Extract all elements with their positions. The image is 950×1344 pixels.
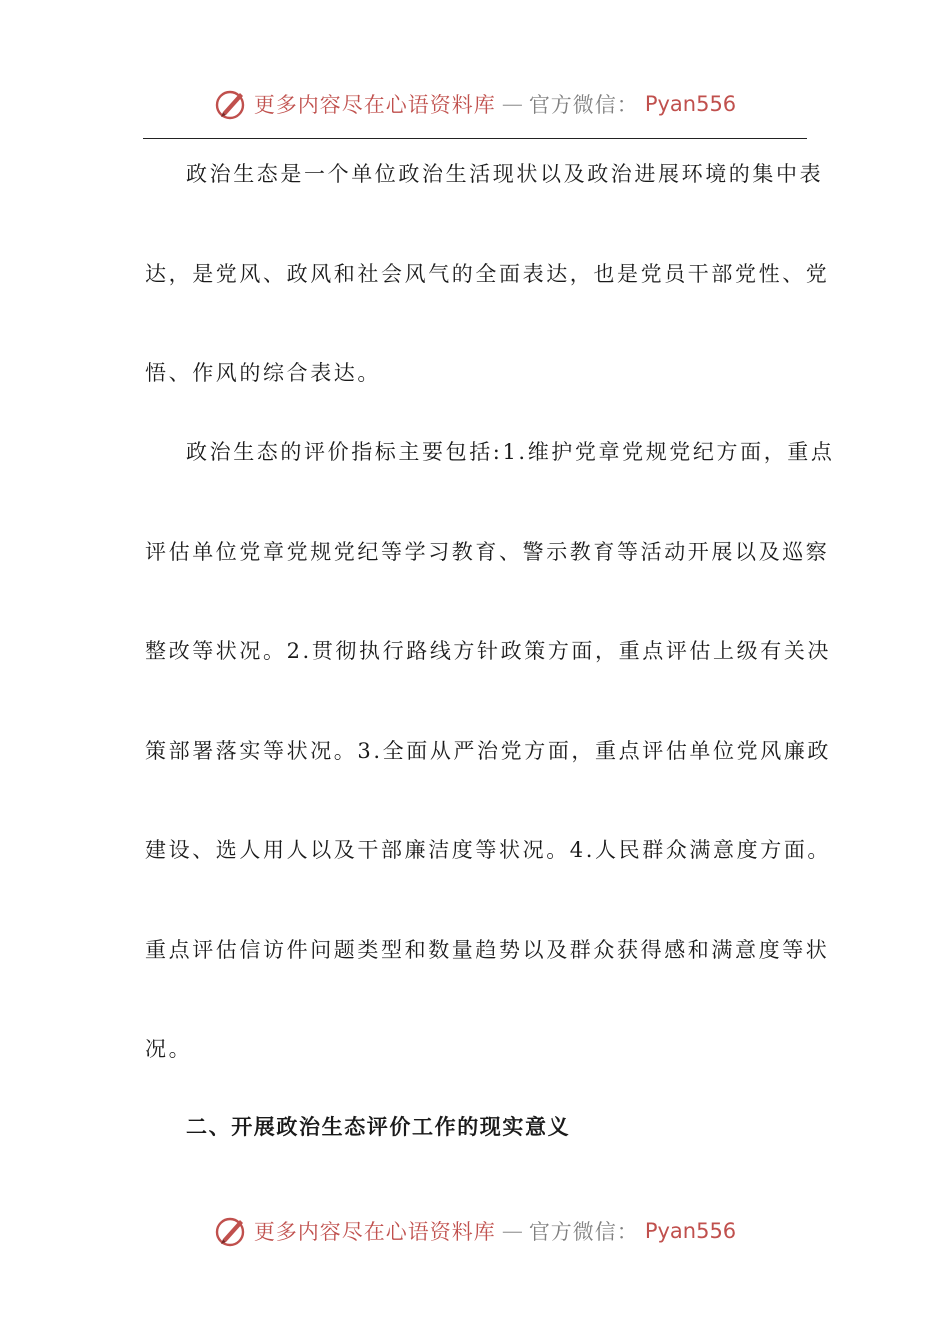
paragraph-line: 悟、作风的综合表达。 xyxy=(145,361,381,385)
paragraph-line: 建设、选人用人以及干部廉洁度等状况。4.人民群众满意度方面。 xyxy=(145,838,832,862)
pen-logo-icon xyxy=(214,87,248,121)
paragraph-line: 重点评估信访件问题类型和数量趋势以及群众获得感和满意度等状 xyxy=(145,938,830,962)
paragraph-line: 整改等状况。2.贯彻执行路线方针政策方面，重点评估上级有关决 xyxy=(145,639,832,663)
footer-separator: — xyxy=(501,1219,523,1243)
section-heading: 二、开展政治生态评价工作的现实意义 xyxy=(186,1115,571,1139)
footer-banner-content xyxy=(214,1214,736,1248)
header-wechat-label: 官方微信： xyxy=(528,93,639,117)
paragraph-line: 达，是党风、政风和社会风气的全面表达，也是党员干部党性、党 xyxy=(145,262,830,286)
header-wechat-id: Pyan556 xyxy=(644,92,737,116)
paragraph-line: 政治生态的评价指标主要包括:1.维护党章党规党纪方面，重点 xyxy=(186,440,835,464)
footer-wechat-label: 官方微信： xyxy=(528,1220,639,1244)
footer-banner xyxy=(0,1211,950,1251)
paragraph-line: 策部署落实等状况。3.全面从严治党方面，重点评估单位党风廉政 xyxy=(145,739,832,763)
header-divider xyxy=(143,138,807,139)
paragraph-line: 政治生态是一个单位政治生活现状以及政治进展环境的集中表 xyxy=(186,162,824,186)
header-banner xyxy=(0,84,950,124)
header-separator: — xyxy=(501,92,523,116)
paragraph-line: 评估单位党章党规党纪等学习教育、警示教育等活动开展以及巡察 xyxy=(145,540,830,564)
header-site-name: 更多内容尽在心语资料库 xyxy=(253,93,496,117)
footer-wechat-id: Pyan556 xyxy=(644,1219,737,1243)
footer-site-name: 更多内容尽在心语资料库 xyxy=(253,1220,496,1244)
paragraph-line: 况。 xyxy=(145,1037,193,1061)
pen-logo-icon xyxy=(214,1214,248,1248)
header-banner-content xyxy=(214,87,736,121)
